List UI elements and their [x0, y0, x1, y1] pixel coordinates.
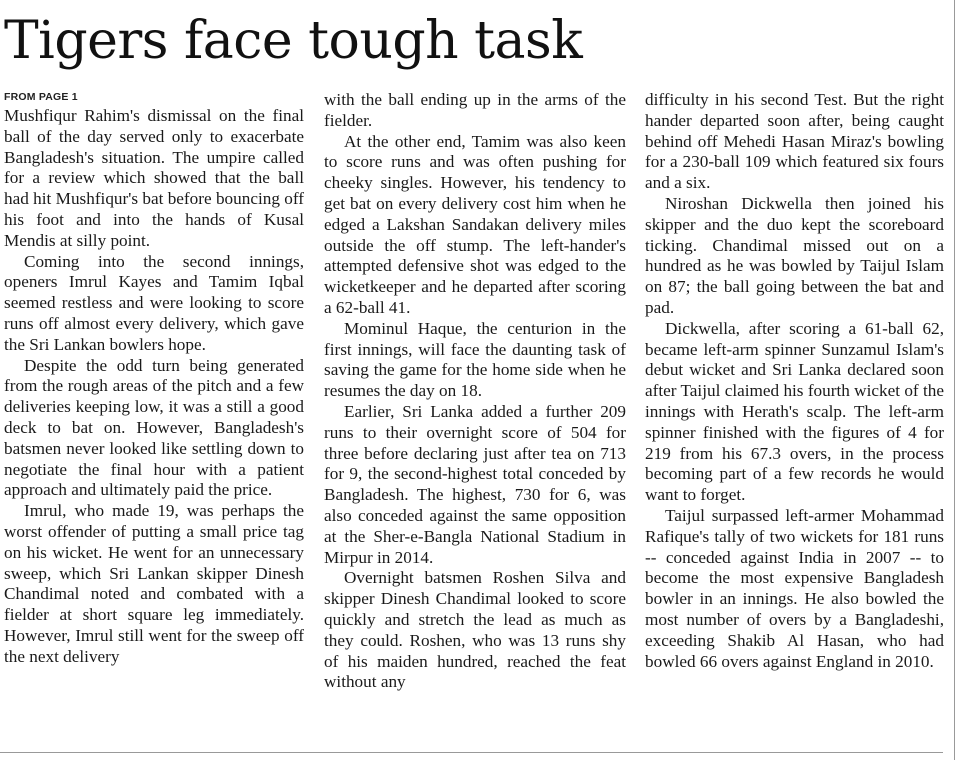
paragraph: with the ball ending up in the arms of the fielder.	[324, 90, 626, 130]
paragraph: Earlier, Sri Lanka added a further 209 runs to their overnight score of 504 for three before declaring just after tea on 713 for 9, the second-highest total conceded by Bangladesh. The highest, 730 for 6, was also conceded against the same opposition at the Sher-e-Bangla National Stadium in Mirpur in 2014.	[324, 401, 626, 567]
paragraph: Mominul Haque, the centurion in the first innings, will face the daunting task of saving the game for the home side when he resumes the day on 18.	[324, 318, 626, 401]
paragraph: Despite the odd turn being generated from the rough areas of the pitch and a few deliveries keeping low, it was a still a good deck to bat on. However, Bangladesh's batsmen never looked like settling down to negotiate the final hour with a patient approach and ultimately paid the price.	[4, 355, 304, 500]
paragraph: Mushfiqur Rahim's dismissal on the final ball of the day served only to exacerbate Bangladesh's situation. The umpire called for a review which showed that the ball had hit Mushfiqur's bat before bouncing off his foot and into the hands of Kusal Mendis at silly point.	[4, 106, 304, 250]
dateline: FROM PAGE 1	[4, 91, 78, 103]
paragraph: Imrul, who made 19, was perhaps the worst offender of putting a small price tag on his wicket. He went for an unnecessary sweep, which Sri Lankan skipper Dinesh Chandimal noted and combated with a fielder at short square leg immediately. However, Imrul still went for the sweep off the next delivery	[4, 501, 304, 666]
article-column-1	[4, 90, 304, 668]
bottom-rule	[0, 752, 943, 753]
paragraph: Taijul surpassed left-armer Mohammad Rafique's tally of two wickets for 181 runs -- conceded against India in 2007 -- to become the most expensive Bangladesh bowler in an innings. He also bowled the most number of overs by a Bangladeshi, exceeding Shakib Al Hasan, who had bowled 66 overs against England in 2010.	[645, 505, 944, 671]
paragraph: Overnight batsmen Roshen Silva and skipper Dinesh Chandimal looked to score quickly and stretch the lead as much as they could. Roshen, who was 13 runs shy of his maiden hundred, reached the feat without any	[324, 568, 626, 692]
paragraph: difficulty in his second Test. But the right hander departed soon after, being caught behind off Mehedi Hasan Miraz's bowling for a 230-ball 109 which featured six fours and a six.	[645, 90, 944, 193]
article-column-2	[324, 90, 626, 693]
paragraph: Coming into the second innings, openers Imrul Kayes and Tamim Iqbal seemed restless and were looking to score runs off almost every delivery, which gave the Sri Lankan bowlers hope.	[4, 251, 304, 354]
paragraph: At the other end, Tamim was also keen to score runs and was often pushing for cheeky singles. However, his tendency to get bat on every delivery cost him when he edged a Lakshan Sandakan delivery miles outside the off stump. The left-hander's attempted defensive shot was edged to the wicketkeeper and he departed after scoring a 62-ball 41.	[324, 131, 626, 317]
paragraph: Niroshan Dickwella then joined his skipper and the duo kept the scoreboard ticking. Chandimal missed out on a hundred as he was bowled by Taijul Islam on 87; the ball going between the bat and pad.	[645, 193, 944, 317]
column-rule-right	[954, 0, 955, 760]
article-column-3	[645, 90, 944, 672]
headline: Tigers face tough task	[4, 11, 583, 71]
paragraph: Dickwella, after scoring a 61-ball 62, became left-arm spinner Sunzamul Islam's debut wicket and Sri Lanka declared soon after Taijul claimed his fourth wicket of the innings with Herath's scalp. The left-arm spinner finished with the figures of 4 for 219 from his 67.3 overs, in the process becoming part of a few records he would want to forget.	[645, 318, 944, 505]
